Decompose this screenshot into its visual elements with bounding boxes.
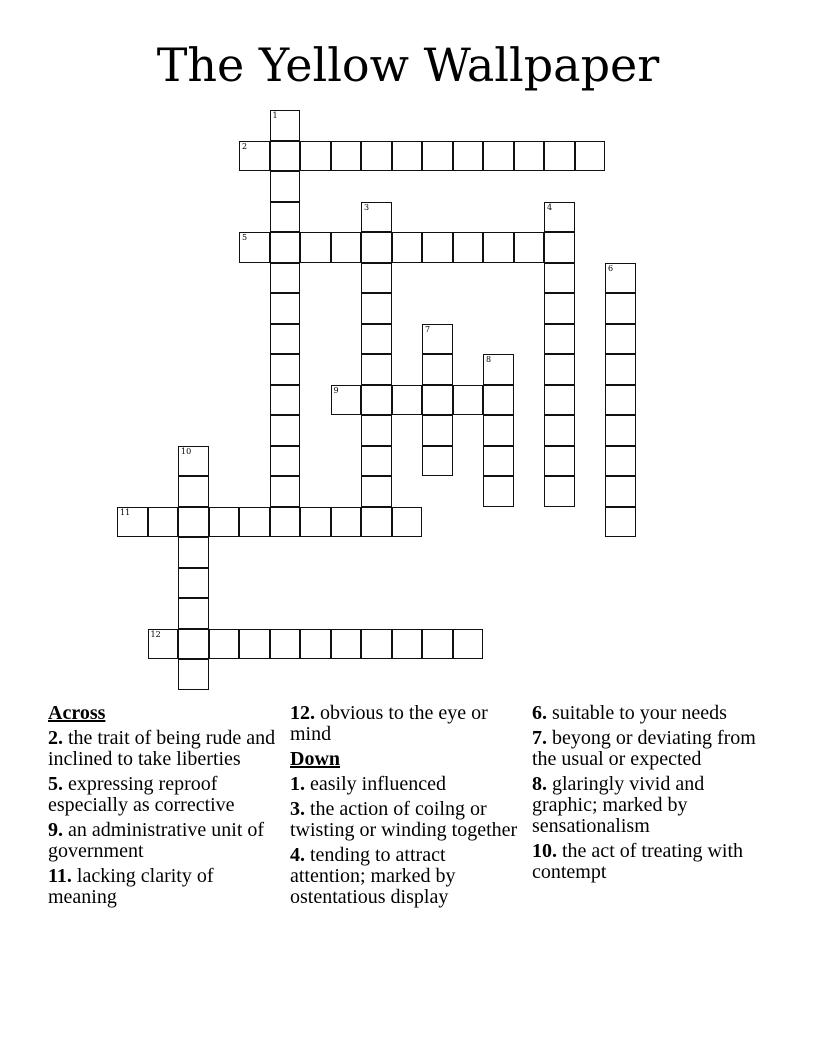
grid-cell[interactable] [148,507,179,538]
cell-number: 5 [242,233,248,242]
grid-cell[interactable] [178,629,209,660]
grid-cell[interactable] [270,324,301,355]
grid-cell[interactable] [331,629,362,660]
clue-number: 12. [290,702,315,724]
grid-cell[interactable] [605,446,636,477]
grid-cell[interactable] [392,141,423,172]
clues-column-3 [532,703,767,887]
grid-cell[interactable] [178,476,209,507]
clue-text: an administrative unit of government [48,819,265,862]
grid-cell[interactable] [483,385,514,416]
grid-cell[interactable] [270,629,301,660]
clue-down-8 [532,774,767,837]
clue-text: the action of coilng or twisting or winding together [290,798,518,841]
grid-cell[interactable] [178,537,209,568]
grid-cell[interactable] [392,232,423,263]
grid-cell[interactable] [605,324,636,355]
grid-cell[interactable] [361,324,392,355]
grid-cell[interactable] [361,507,392,538]
grid-cell[interactable] [575,141,606,172]
grid-cell[interactable] [361,476,392,507]
grid-cell[interactable] [422,232,453,263]
grid-cell[interactable] [483,415,514,446]
grid-cell[interactable] [453,141,484,172]
grid-cell[interactable] [178,568,209,599]
grid-cell[interactable] [270,476,301,507]
grid-cell[interactable] [361,415,392,446]
clues-column-1 [48,703,283,912]
clue-number: 7. [532,727,547,749]
clue-down-6 [532,703,767,724]
down-heading: Down [290,748,341,770]
grid-cell[interactable] [361,293,392,324]
grid-cell[interactable] [361,232,392,263]
grid-cell[interactable] [300,507,331,538]
clue-number: 10. [532,840,557,862]
clue-text: glaringly vivid and graphic; marked by sensationalism [532,773,705,837]
grid-cell[interactable] [239,629,270,660]
clues-column-2 [290,703,525,912]
cell-number: 3 [364,202,370,212]
grid-cell[interactable] [331,507,362,538]
grid-cell[interactable] [270,385,301,416]
cell-number: 12 [150,629,161,639]
clue-text: the trait of being rude and inclined to take liberties [48,727,276,770]
clue-across-5 [48,774,283,816]
grid-cell[interactable] [544,141,575,172]
clue-down-10 [532,841,767,883]
clue-down-7 [532,728,767,770]
clue-text: easily influenced [310,773,447,795]
page-title: The Yellow Wallpaper [156,38,660,92]
grid-cell[interactable] [483,141,514,172]
grid-cell[interactable] [544,324,575,355]
clue-text: lacking clarity of meaning [48,865,214,908]
grid-cell[interactable] [270,110,301,141]
grid-cell[interactable] [392,385,423,416]
grid-cell[interactable] [392,507,423,538]
across-heading: Across [48,702,106,724]
grid-cell[interactable] [209,629,240,660]
grid-cell[interactable] [178,507,209,538]
grid-cell[interactable] [361,629,392,660]
clue-across-2 [48,728,283,770]
grid-cell[interactable] [239,507,270,538]
grid-cell[interactable] [483,476,514,507]
grid-cell[interactable] [148,629,179,660]
grid-cell[interactable] [270,446,301,477]
clue-text: the act of treating with contempt [532,840,744,883]
grid-cell[interactable] [422,629,453,660]
clue-text: suitable to your needs [552,702,727,724]
grid-cell[interactable] [605,385,636,416]
clue-across-12 [290,703,525,745]
grid-cell[interactable] [544,202,575,233]
grid-cell[interactable] [270,232,301,263]
grid-cell[interactable] [392,629,423,660]
grid-cell[interactable] [361,263,392,294]
grid-cell[interactable] [605,354,636,385]
grid-cell[interactable] [605,476,636,507]
grid-cell[interactable] [361,354,392,385]
grid-cell[interactable] [544,232,575,263]
grid-cell[interactable] [331,232,362,263]
grid-cell[interactable] [422,385,453,416]
grid-cell[interactable] [422,324,453,355]
grid-cell[interactable] [300,629,331,660]
grid-cell[interactable] [544,415,575,446]
clue-down-3 [290,799,525,841]
clue-across-9 [48,820,283,862]
grid-cell[interactable] [422,141,453,172]
grid-cell[interactable] [270,171,301,202]
grid-cell[interactable] [209,507,240,538]
clue-text: tending to attract attention; marked by ostentatious display [290,844,456,908]
clue-number: 2. [48,727,63,749]
cell-number: 4 [547,202,553,212]
grid-cell[interactable] [361,202,392,233]
clue-across-11 [48,866,283,908]
cell-number: 11 [120,507,131,517]
grid-cell[interactable] [544,476,575,507]
grid-cell[interactable] [514,232,545,263]
grid-cell[interactable] [483,354,514,385]
cell-number: 6 [608,263,614,273]
grid-cell[interactable] [270,141,301,172]
cell-number: 1 [272,111,278,120]
grid-cell[interactable] [178,598,209,629]
grid-cell[interactable] [453,232,484,263]
cell-number: 10 [181,446,192,456]
clue-text: expressing reproof especially as corrective [48,773,235,816]
grid-cell[interactable] [270,202,301,233]
grid-cell[interactable] [270,354,301,385]
grid-cell[interactable] [239,232,270,263]
grid-cell[interactable] [361,141,392,172]
clue-down-1 [290,774,525,795]
grid-cell[interactable] [544,385,575,416]
clue-number: 6. [532,702,547,724]
grid-cell[interactable] [117,507,148,538]
grid-cell[interactable] [422,446,453,477]
cell-number: 2 [242,141,248,151]
grid-cell[interactable] [300,141,331,172]
grid-cell[interactable] [605,293,636,324]
grid-cell[interactable] [300,232,331,263]
clue-text: beyong or deviating from the usual or expected [532,727,756,770]
grid-cell[interactable] [422,354,453,385]
clue-number: 5. [48,773,63,795]
grid-cell[interactable] [331,141,362,172]
grid-cell[interactable] [605,263,636,294]
clue-text: obvious to the eye or mind [290,702,488,745]
grid-cell[interactable] [453,629,484,660]
grid-cell[interactable] [483,232,514,263]
grid-cell[interactable] [453,385,484,416]
grid-cell[interactable] [544,354,575,385]
clue-number: 4. [290,844,305,866]
grid-cell[interactable] [178,446,209,477]
grid-cell[interactable] [331,385,362,416]
grid-cell[interactable] [361,446,392,477]
clue-number: 11. [48,865,72,887]
clue-number: 1. [290,773,305,795]
grid-cell[interactable] [270,263,301,294]
grid-cell[interactable] [544,263,575,294]
clue-down-4 [290,845,525,908]
grid-cell[interactable] [270,415,301,446]
clue-number: 9. [48,819,63,841]
grid-cell[interactable] [239,141,270,172]
cell-number: 7 [425,324,431,334]
grid-cell[interactable] [605,507,636,538]
grid-cell[interactable] [605,415,636,446]
cell-number: 9 [333,385,339,395]
grid-cell[interactable] [178,659,209,690]
cell-number: 8 [486,355,492,364]
grid-cell[interactable] [544,446,575,477]
grid-cell[interactable] [483,446,514,477]
grid-cell[interactable] [422,415,453,446]
grid-cell[interactable] [270,293,301,324]
grid-cell[interactable] [544,293,575,324]
grid-cell[interactable] [514,141,545,172]
clue-number: 8. [532,773,547,795]
grid-cell[interactable] [270,507,301,538]
clue-number: 3. [290,798,305,820]
grid-cell[interactable] [361,385,392,416]
